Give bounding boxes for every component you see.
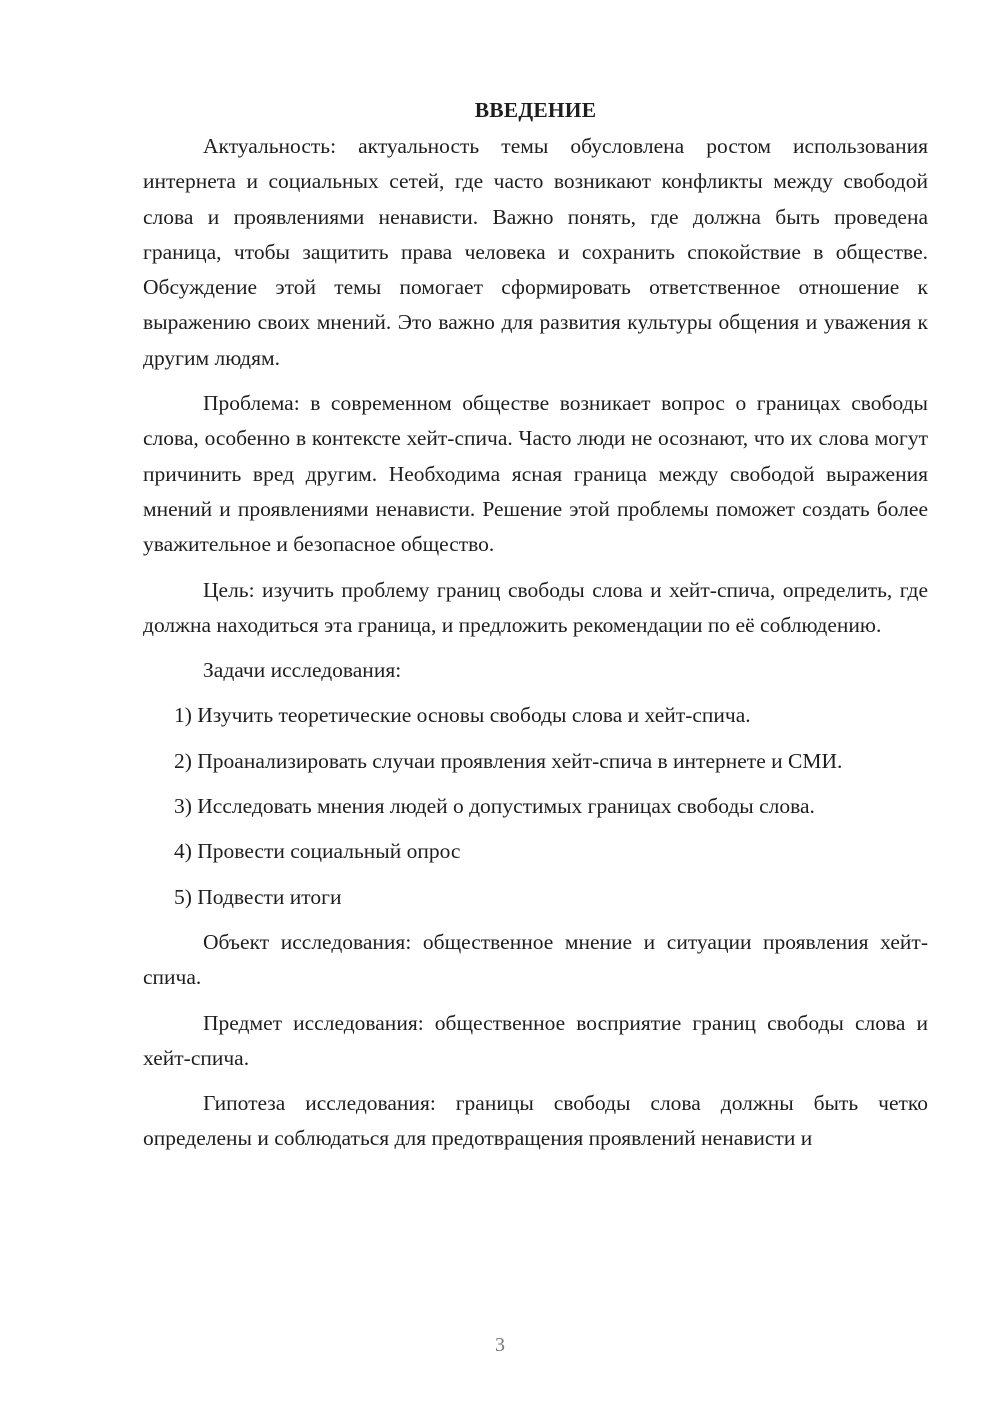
section-heading: ВВЕДЕНИЕ (474, 98, 597, 122)
task-item-4: 4) Провести социальный опрос (174, 839, 461, 864)
problem-paragraph: Проблема: в современном обществе возникает вопрос о границах свободы слова, особенно в контексте хейт-спича. Часто люди не осознают, что их слова могут причинить вред другим. Необходима ясная граница между свободой выражения мнений и проявлениями ненависти. Решение этой проблемы поможет создать более уважительное и безопасное общество. (143, 391, 928, 557)
object-paragraph: Объект исследования: общественное мнение и ситуации проявления хейт-спича. (143, 929, 928, 990)
goal-paragraph: Цель: изучить проблему границ свободы слова и хейт-спича, определить, где должна находиться эта граница, и предложить рекомендации по её соблюдению. (143, 577, 928, 637)
task-item-5: 5) Подвести итоги (174, 884, 342, 909)
hypothesis-paragraph: Гипотеза исследования: границы свободы слова должны быть четко определены и соблюдаться для предотвращения проявлений ненависти и (143, 1091, 928, 1151)
relevance-paragraph: Актуальность: актуальность темы обусловлена ростом использования интернета и социальных сетей, где часто возникают конфликты между свободой слова и проявлениями ненависти. Важно понять, где должна быть проведена граница, чтобы защитить права человека и сохранить спокойствие в обществе. Обсуждение этой темы помогает сформировать ответственное отношение к выражению своих мнений. Это важно для развития культуры общения и уважения к другим людям. (143, 134, 928, 370)
tasks-title: Задачи исследования: (203, 658, 402, 683)
page-content (143, 93, 928, 1157)
subject-paragraph: Предмет исследования: общественное восприятие границ свободы слова и хейт-спича. (143, 1010, 928, 1070)
task-item-1: 1) Изучить теоретические основы свободы слова и хейт-спича. (174, 703, 751, 728)
task-item-3: 3) Исследовать мнения людей о допустимых границах свободы слова. (174, 794, 815, 819)
page-number: 3 (495, 1334, 505, 1356)
task-item-2: 2) Проанализировать случаи проявления хейт-спича в интернете и СМИ. (174, 748, 843, 773)
